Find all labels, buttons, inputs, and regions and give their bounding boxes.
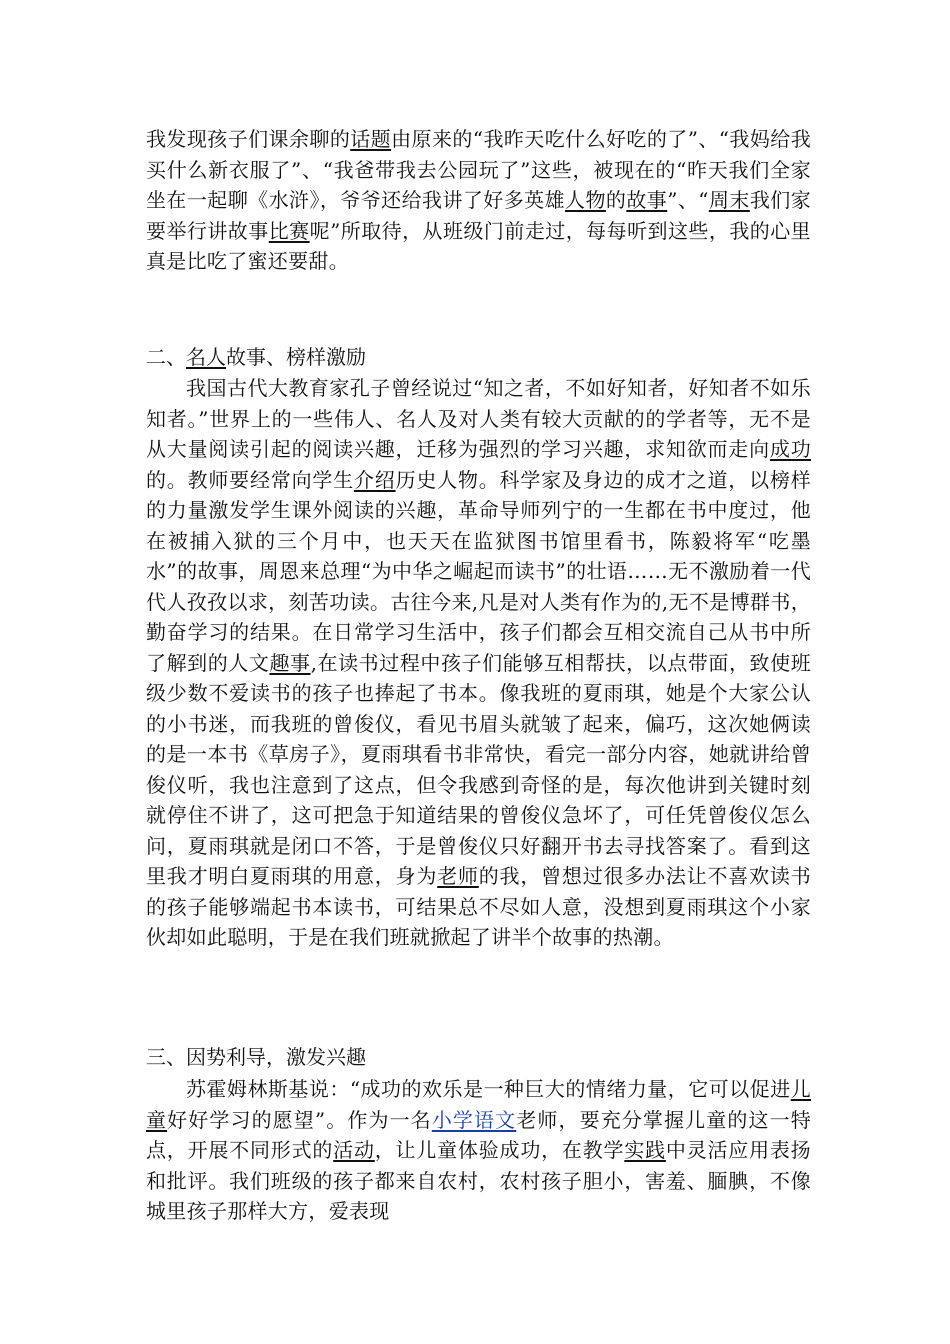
underlined-term: 人物 xyxy=(565,188,606,212)
underlined-term: 比赛 xyxy=(268,218,310,243)
underlined-term: 介绍 xyxy=(353,467,396,492)
underlined-term: 实践 xyxy=(624,1138,666,1162)
text-run: 老师，要充分掌握儿童的这一特点，开展不同形式的 xyxy=(146,1107,812,1162)
text-run: 的。教师要经常向学生 xyxy=(146,467,354,492)
underlined-term: 儿童 xyxy=(146,1077,811,1132)
underlined-term: 话题 xyxy=(350,127,392,151)
section-heading-2 xyxy=(146,342,366,372)
text-run: ，让儿童体验成功，在教学 xyxy=(374,1138,625,1162)
underlined-term: 周末 xyxy=(708,188,750,212)
paragraph-1 xyxy=(146,124,811,277)
underlined-term: 趣事 xyxy=(269,650,311,675)
text-run: 历史人物。科学家及身边的成才之道，以榜样的力量激发学生课外阅读的兴趣，革命导师列宁的一生都在书中度过，他在被捕入狱的三个月中，也天天在监狱图书馆里看书，陈毅将军“吃墨水”的故事，周恩来总理“为中华之崛起而读书”的壮语……无不激励着一代代人孜孜以求，刻苦功读。古往今来,凡是对人类有作为的,无不是博群书，勤奋学习的结果。在日常学习生活中，孩子们都会互相交流自己从书中所了解到的人文 xyxy=(146,467,811,675)
text-run: 故事、榜样激励 xyxy=(226,345,366,369)
section-heading-3 xyxy=(146,1042,366,1072)
text-run: ”、“ xyxy=(667,188,709,212)
text-run: 我国古代大教育家孔子曾经说过“知之者，不如好知者，好知者不如乐知者。”世界上的一些伟人、名人及对人类有较大贡献的的学者等，无不是从大量阅读引起的阅读兴趣，迁移为强烈的学习兴趣，求知欲而走向 xyxy=(146,376,811,461)
text-run: 我发现孩子们课余聊的 xyxy=(146,127,351,151)
paragraph-3 xyxy=(146,1074,811,1227)
text-run: 的 xyxy=(605,188,627,212)
text-run: 的我，曾想过很多办法让不喜欢读书的孩子能够端起书本读书，可结果总不尽如人意，没想到夏雨琪这个小家伙却如此聪明，于是在我们班就掀起了讲半个故事的热潮。 xyxy=(146,864,811,949)
text-run: 我们家要举行讲故事 xyxy=(146,188,811,243)
text-run: 二、 xyxy=(146,345,186,369)
underlined-term: 故事 xyxy=(626,188,668,212)
underlined-term: 名人 xyxy=(186,345,226,369)
text-run: 好好学习的愿望”。作为一名 xyxy=(167,1107,432,1132)
underlined-term: 成功 xyxy=(769,437,812,461)
underlined-term: 老师 xyxy=(437,864,479,888)
hyperlink-term[interactable]: 小学语文 xyxy=(431,1107,517,1132)
text-run: ,在读书过程中孩子们能够互相帮扶，以点带面，致使班级少数不爱读书的孩子也捧起了书本。像我班的夏雨琪，她是个大家公认的小书迷，而我班的曾俊仪，看见书眉头就皱了起来，偏巧，这次她俩读的是一本书《草房子》，夏雨琪看书非常快，看完一部分内容，她就讲给曾俊仪听，我也注意到了这点，但令我感到奇怪的是，每次他讲到关键时刻就停住不讲了，这可把急于知道结果的曾俊仪急坏了，可任凭曾俊仪怎么问，夏雨琪就是闭口不答，于是曾俊仪只好翻开书去寻找答案了。看到这里我才明白夏雨琪的用意，身为 xyxy=(146,650,811,888)
text-run: 呢”所取待，从班级门前走过，每每听到这些，我的心里真是比吃了蜜还要甜。 xyxy=(146,218,811,273)
text-run: 由原来的“我昨天吃什么好吃的了”、“我妈给我买什么新衣服了”、“我爸带我去公园玩了”这些，被现在的“昨天我们全家坐在一起聊《水浒》，爷爷还给我讲了好多英雄 xyxy=(146,127,811,212)
text-run: 三、因势利导，激发兴趣 xyxy=(146,1045,366,1069)
text-run: 苏霍姆林斯基说：“成功的欢乐是一种巨大的情绪力量，它可以促进 xyxy=(186,1077,791,1101)
text-run: 中灵活应用表扬和批评。我们班级的孩子都来自农村，农村孩子胆小，害羞、腼腆，不像城里孩子那样大方，爱表现 xyxy=(146,1138,811,1223)
paragraph-2 xyxy=(146,373,811,953)
underlined-term: 活动 xyxy=(333,1138,375,1162)
